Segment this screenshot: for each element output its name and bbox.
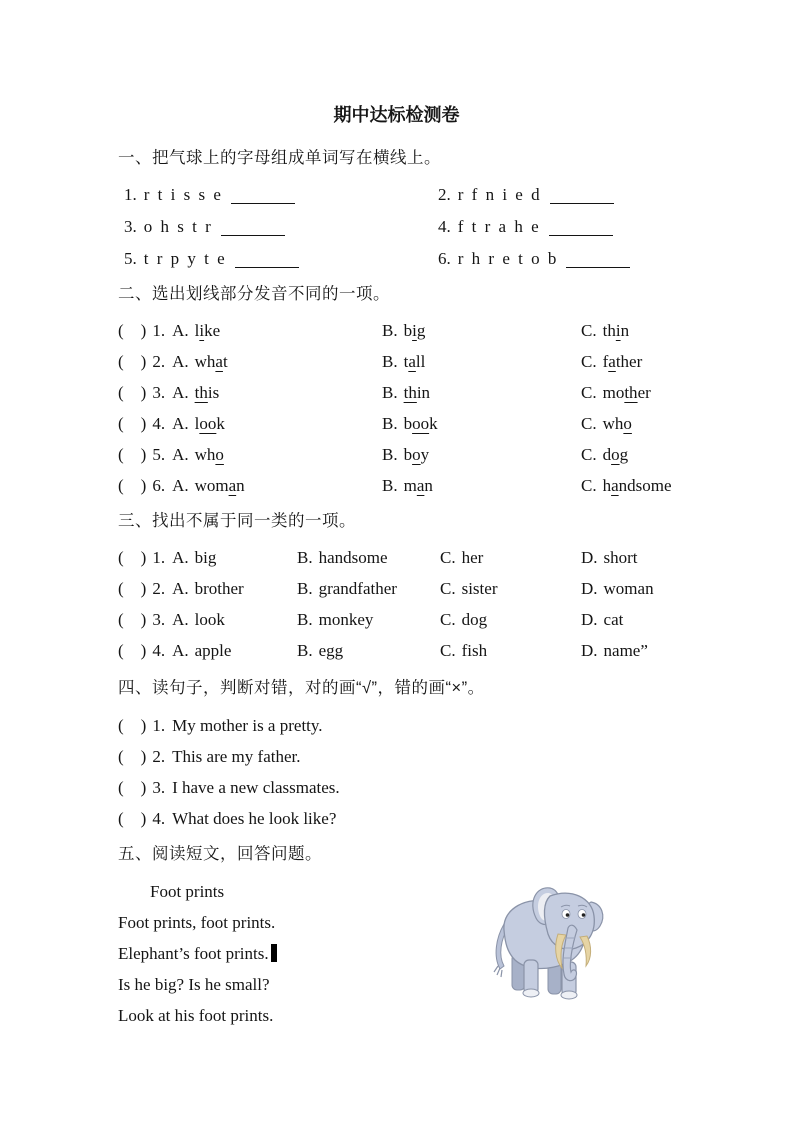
section-four-header: 四、读句子，判断对错，对的画“√”，错的画“×”。 <box>118 679 485 697</box>
option-word: thin <box>403 383 431 402</box>
item-number: 4. <box>152 414 166 433</box>
scrambled-letters: f t r a h e <box>457 217 541 236</box>
option-word: grandfather <box>318 579 397 598</box>
scrambled-letters: t r p y t e <box>143 249 227 268</box>
underlined-letters: i <box>615 321 621 340</box>
option-label: A. <box>172 445 189 464</box>
option-label: C. <box>440 641 456 660</box>
sentence: This are my father. <box>172 747 301 766</box>
option-word: mother <box>602 383 651 402</box>
option-label: C. <box>581 383 597 402</box>
option-label: A. <box>172 548 189 567</box>
answer-blank <box>550 189 614 204</box>
item-number: 3. <box>152 383 166 402</box>
elephant-illustration <box>488 872 608 1002</box>
underlined-letters: oo <box>199 414 217 433</box>
answer-bracket: ( ) <box>118 445 147 464</box>
option-label: A. <box>172 641 189 660</box>
option-word: dog <box>461 610 488 629</box>
section-one-header: 一、把气球上的字母组成单词写在横线上。 <box>118 149 441 167</box>
option-label: C. <box>581 445 597 464</box>
unscramble-item <box>118 179 432 211</box>
section-two-header: 二、选出划线部分发音不同的一项。 <box>118 285 390 303</box>
option-label: A. <box>172 476 189 495</box>
option-word: handsome <box>602 476 672 495</box>
answer-bracket: ( ) <box>118 321 147 340</box>
section-reading <box>118 839 743 1031</box>
pronunciation-row <box>118 377 743 408</box>
answer-bracket: ( ) <box>118 610 147 629</box>
option-word: look <box>194 610 225 629</box>
option-label: C. <box>581 321 597 340</box>
passage-line: Look at his foot prints. <box>118 1006 274 1025</box>
option-word: big <box>403 321 426 340</box>
option-word: look <box>194 414 225 433</box>
true-false-rows <box>118 710 743 834</box>
option-word: sister <box>461 579 498 598</box>
answer-bracket: ( ) <box>118 778 147 797</box>
true-false-item <box>118 710 743 741</box>
answer-blank <box>235 253 299 268</box>
answer-bracket: ( ) <box>118 383 147 402</box>
unscramble-item <box>432 211 743 243</box>
option-label: B. <box>297 610 313 629</box>
option-label: D. <box>581 579 598 598</box>
answer-bracket: ( ) <box>118 579 147 598</box>
option-word: boy <box>403 445 430 464</box>
item-number: 6. <box>438 249 451 268</box>
item-number: 2. <box>152 747 166 766</box>
item-number: 1. <box>152 716 166 735</box>
underlined-letters: a <box>228 476 237 495</box>
answer-bracket: ( ) <box>118 352 147 371</box>
option-label: D. <box>581 548 598 567</box>
item-number: 4. <box>152 641 166 660</box>
odd-one-out-row <box>118 542 743 573</box>
option-word: woman <box>194 476 245 495</box>
underlined-letters: a <box>408 352 416 371</box>
item-number: 2. <box>152 579 166 598</box>
underlined-letters: o <box>412 445 421 464</box>
underlined-letters: o <box>611 445 620 464</box>
underlined-letters: a <box>608 352 616 371</box>
section-three-header: 三、找出不属于同一类的一项。 <box>118 512 356 530</box>
option-word: handsome <box>318 548 388 567</box>
option-label: B. <box>382 321 398 340</box>
true-false-item <box>118 803 743 834</box>
section-five-header: 五、阅读短文，回答问题。 <box>118 845 322 863</box>
underlined-letters: th <box>194 383 208 402</box>
sentence: What does he look like? <box>172 809 337 828</box>
answer-bracket: ( ) <box>118 809 147 828</box>
item-number: 5. <box>152 445 166 464</box>
underlined-letters: oo <box>412 414 430 433</box>
answer-bracket: ( ) <box>118 548 147 567</box>
pronunciation-row <box>118 315 743 346</box>
option-label: C. <box>581 414 597 433</box>
option-word: who <box>602 414 632 433</box>
option-label: C. <box>440 610 456 629</box>
odd-one-out-row <box>118 604 743 635</box>
option-word: big <box>194 548 217 567</box>
option-word: apple <box>194 641 232 660</box>
option-label: C. <box>581 476 597 495</box>
option-word: dog <box>602 445 629 464</box>
answer-blank <box>549 221 613 236</box>
unscramble-item <box>118 211 432 243</box>
option-word: monkey <box>318 610 374 629</box>
pronunciation-row <box>118 408 743 439</box>
option-label: B. <box>297 579 313 598</box>
option-word: brother <box>194 579 244 598</box>
option-label: C. <box>581 352 597 371</box>
answer-bracket: ( ) <box>118 716 147 735</box>
option-word: woman <box>603 579 654 598</box>
pronunciation-row <box>118 470 743 501</box>
option-label: C. <box>440 579 456 598</box>
unscramble-item <box>432 243 743 275</box>
option-label: D. <box>581 610 598 629</box>
answer-blank <box>231 189 295 204</box>
item-number: 4. <box>152 809 166 828</box>
section-unscramble <box>118 143 743 275</box>
sentence: My mother is a pretty. <box>172 716 323 735</box>
answer-bracket: ( ) <box>118 476 147 495</box>
underlined-letters: th <box>403 383 417 402</box>
reading-passage <box>118 876 743 1031</box>
item-number: 4. <box>438 217 451 236</box>
answer-bracket: ( ) <box>118 747 147 766</box>
underlined-letters: o <box>623 414 632 433</box>
pronunciation-row <box>118 439 743 470</box>
option-word: thin <box>602 321 630 340</box>
unscramble-item <box>432 179 743 211</box>
item-number: 2. <box>152 352 166 371</box>
option-word: man <box>403 476 433 495</box>
item-number: 3. <box>152 610 166 629</box>
option-label: B. <box>382 352 398 371</box>
option-word: who <box>194 445 224 464</box>
option-word: like <box>194 321 221 340</box>
odd-one-out-row <box>118 573 743 604</box>
underlined-letters: i <box>412 321 417 340</box>
answer-blank <box>221 221 285 236</box>
item-number: 3. <box>124 217 137 236</box>
passage-title: Foot prints <box>150 882 225 901</box>
section-true-false <box>118 673 743 834</box>
option-word: this <box>194 383 220 402</box>
option-label: B. <box>382 476 398 495</box>
option-word: name” <box>603 641 648 660</box>
scrambled-letters: r t i s s e <box>143 185 223 204</box>
option-label: A. <box>172 414 189 433</box>
underlined-letters: i <box>199 321 205 340</box>
unscramble-grid <box>118 179 743 275</box>
underlined-letters: a <box>416 476 425 495</box>
option-word: father <box>602 352 643 371</box>
option-label: C. <box>440 548 456 567</box>
passage-line: Foot prints, foot prints. <box>118 913 276 932</box>
underlined-letters: th <box>624 383 638 402</box>
passage-line: Is he big? Is he small? <box>118 975 270 994</box>
odd-one-out-rows <box>118 542 743 666</box>
sentence: I have a new classmates. <box>172 778 340 797</box>
item-number: 1. <box>124 185 137 204</box>
scrambled-letters: r h r e t o b <box>457 249 559 268</box>
answer-bracket: ( ) <box>118 414 147 433</box>
true-false-item <box>118 772 743 803</box>
option-label: A. <box>172 579 189 598</box>
section-odd-one-out <box>118 506 743 666</box>
option-word: fish <box>461 641 488 660</box>
option-word: what <box>194 352 228 371</box>
true-false-item <box>118 741 743 772</box>
option-label: B. <box>382 445 398 464</box>
option-word: tall <box>403 352 426 371</box>
section-pronunciation <box>118 279 743 501</box>
underlined-letters: a <box>611 476 619 495</box>
option-label: A. <box>172 321 189 340</box>
option-word: book <box>403 414 438 433</box>
option-label: A. <box>172 352 189 371</box>
item-number: 5. <box>124 249 137 268</box>
scrambled-letters: o h s t r <box>143 217 213 236</box>
option-label: B. <box>297 548 313 567</box>
underlined-letters: a <box>215 352 223 371</box>
option-label: D. <box>581 641 598 660</box>
item-number: 1. <box>152 548 166 567</box>
pronunciation-row <box>118 346 743 377</box>
option-label: B. <box>297 641 313 660</box>
item-number: 3. <box>152 778 166 797</box>
text-cursor <box>271 944 277 962</box>
underlined-letters: o <box>215 445 224 464</box>
answer-bracket: ( ) <box>118 641 147 660</box>
option-label: B. <box>382 414 398 433</box>
page-title: 期中达标检测卷 <box>333 105 460 125</box>
item-number: 2. <box>438 185 451 204</box>
option-label: A. <box>172 383 189 402</box>
pronunciation-rows <box>118 315 743 501</box>
unscramble-item <box>118 243 432 275</box>
option-label: A. <box>172 610 189 629</box>
odd-one-out-row <box>118 635 743 666</box>
option-label: B. <box>382 383 398 402</box>
passage-line: Elephant’s foot prints. <box>118 938 743 969</box>
item-number: 1. <box>152 321 166 340</box>
answer-blank <box>566 253 630 268</box>
option-word: her <box>461 548 484 567</box>
option-word: cat <box>603 610 624 629</box>
option-word: egg <box>318 641 344 660</box>
option-word: short <box>603 548 638 567</box>
scrambled-letters: r f n i e d <box>457 185 542 204</box>
item-number: 6. <box>152 476 166 495</box>
